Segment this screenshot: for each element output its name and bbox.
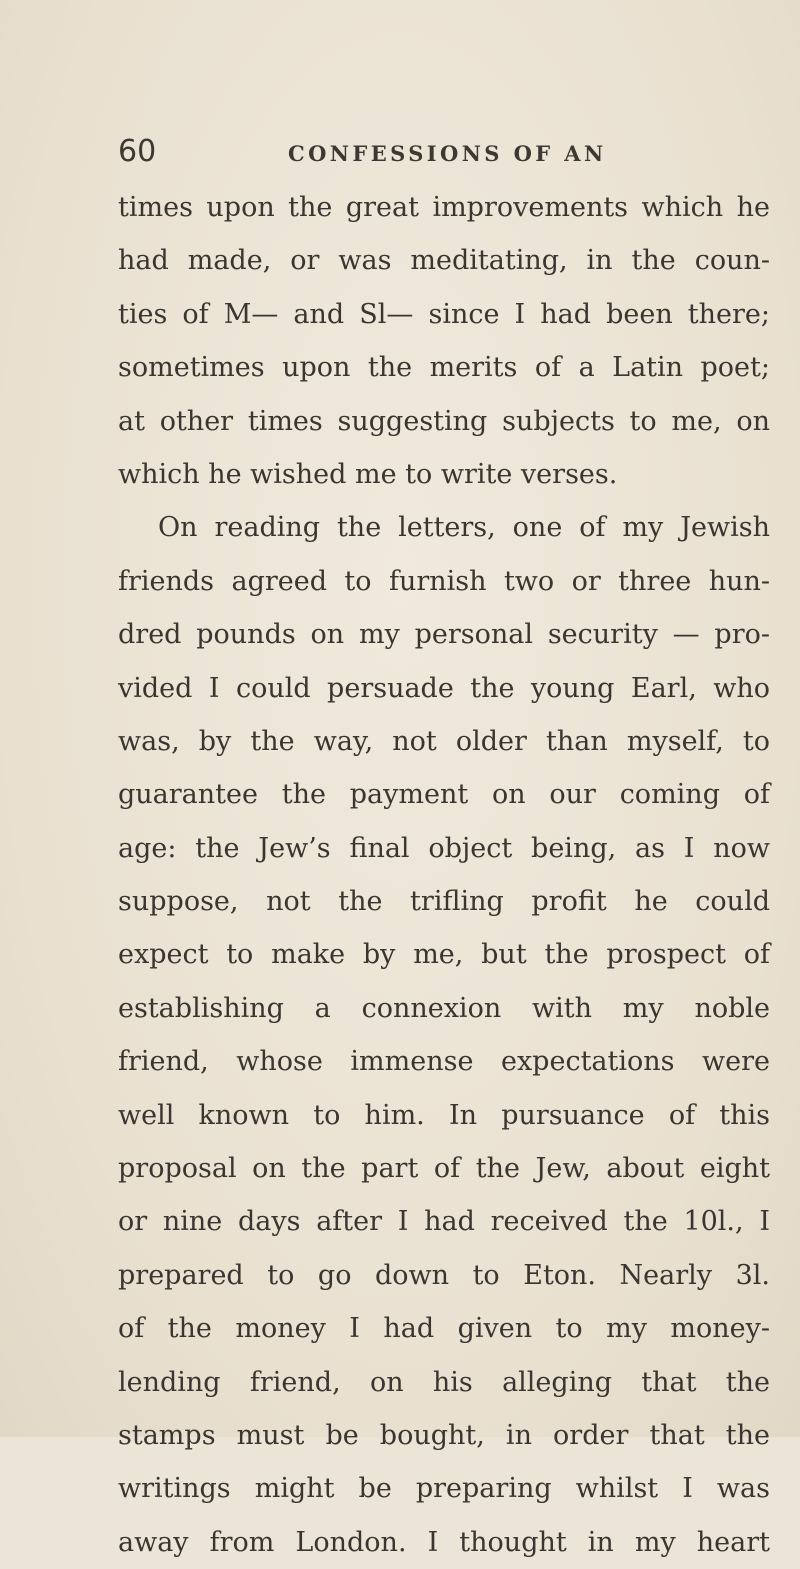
text-line: proposal on the part of the Jew, about eight <box>118 1153 770 1185</box>
text-line: had made, or was meditating, in the coun- <box>118 245 770 277</box>
text-line: at other times suggesting subjects to me, on <box>118 405 770 437</box>
text-line: or nine days after I had received the 10l., I <box>118 1206 770 1238</box>
text-line: guarantee the payment on our coming of <box>118 779 770 811</box>
text-line: times upon the great improvements which he <box>118 192 770 223</box>
text-line: of the money I had given to my money- <box>118 1313 770 1345</box>
text-line: suppose, not the trifling profit he could <box>118 886 770 918</box>
text-line: lending friend, on his alleging that the <box>118 1366 770 1398</box>
text-line: dred pounds on my personal security — pro- <box>118 619 770 651</box>
text-line: prepared to go down to Eton. Nearly 3l. <box>118 1259 770 1291</box>
text-line: sometimes upon the merits of a Latin poet; <box>118 352 770 384</box>
paragraph-start-line: On reading the letters, one of my Jewish <box>158 512 770 544</box>
text-line: which he wished me to write verses. <box>118 458 618 490</box>
text-line: was, by the way, not older than myself, to <box>118 725 770 757</box>
text-line: establishing a connexion with my noble <box>118 992 770 1024</box>
page-number: 60 <box>118 134 157 169</box>
body-text <box>118 181 770 1569</box>
text-line: vided I could persuade the young Earl, who <box>118 672 770 704</box>
text-line: away from London. I thought in my heart <box>118 1526 770 1558</box>
text-line: friends agreed to furnish two or three hun- <box>118 565 770 597</box>
text-line: stamps must be bought, in order that the <box>118 1419 770 1451</box>
text-line: well known to him. In pursuance of this <box>118 1099 770 1131</box>
text-line: writings might be preparing whilst I was <box>118 1473 770 1505</box>
running-title: CONFESSIONS OF AN <box>288 141 607 166</box>
text-line: friend, whose immense expectations were <box>118 1046 770 1078</box>
text-line: age: the Jew’s final object being, as I now <box>118 832 770 864</box>
text-line: ties of M— and Sl— since I had been there; <box>118 298 770 330</box>
running-head <box>118 130 678 174</box>
text-line: expect to make by me, but the prospect of <box>118 939 770 971</box>
